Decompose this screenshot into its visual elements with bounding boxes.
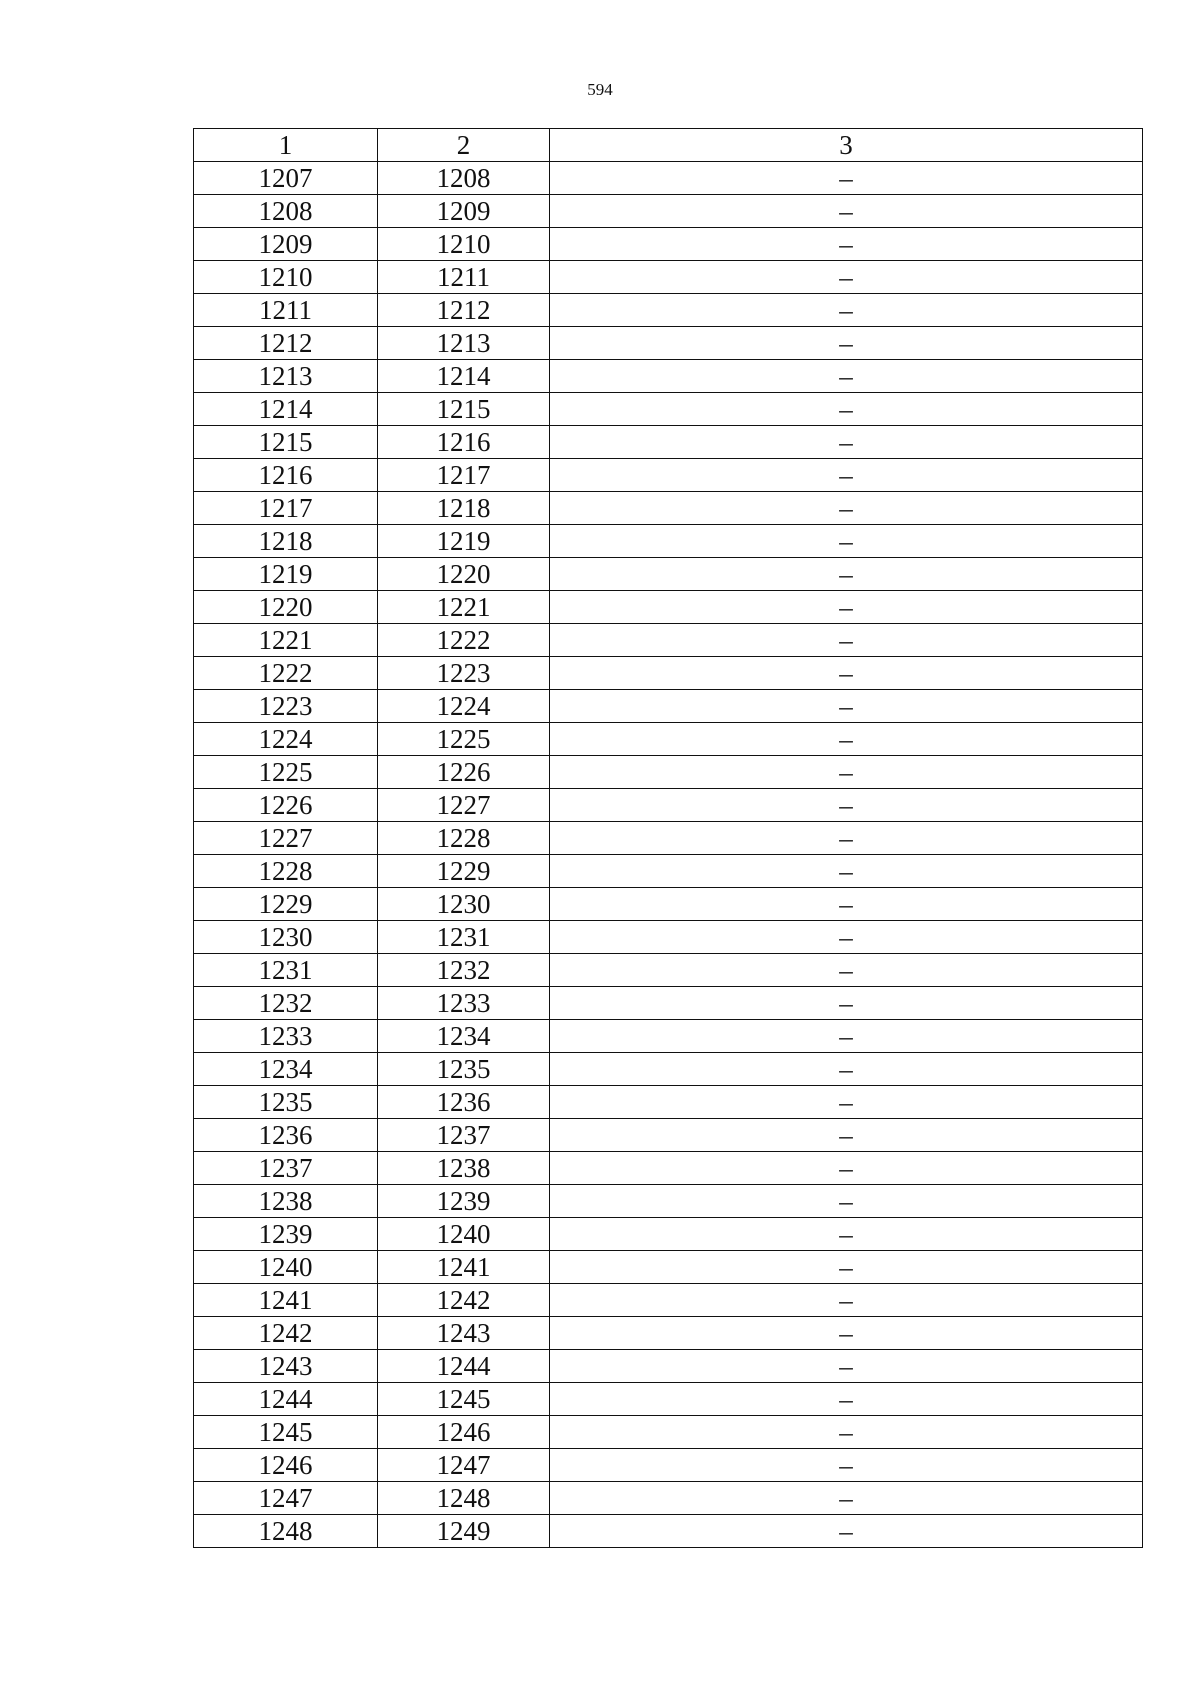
table-row	[194, 1350, 1143, 1383]
cell-col-3: –	[550, 1053, 1143, 1086]
cell-col-3: –	[550, 1482, 1143, 1515]
page-number: 594	[587, 80, 613, 99]
cell-col-2: 1223	[378, 657, 550, 690]
cell-col-2: 1212	[378, 294, 550, 327]
cell-col-3: –	[550, 195, 1143, 228]
cell-col-3: –	[550, 1317, 1143, 1350]
cell-col-3: –	[550, 1350, 1143, 1383]
cell-col-2: 1245	[378, 1383, 550, 1416]
table-row	[194, 657, 1143, 690]
cell-col-2: 1226	[378, 756, 550, 789]
table-row	[194, 789, 1143, 822]
column-header-1: 1	[194, 129, 378, 162]
column-header-2: 2	[378, 129, 550, 162]
cell-col-1: 1222	[194, 657, 378, 690]
cell-col-3: –	[550, 756, 1143, 789]
table-row	[194, 327, 1143, 360]
cell-col-3: –	[550, 558, 1143, 591]
cell-col-2: 1242	[378, 1284, 550, 1317]
cell-col-3: –	[550, 1251, 1143, 1284]
cell-col-3: –	[550, 1020, 1143, 1053]
cell-col-1: 1237	[194, 1152, 378, 1185]
table-row	[194, 1185, 1143, 1218]
cell-col-1: 1218	[194, 525, 378, 558]
cell-col-1: 1223	[194, 690, 378, 723]
cell-col-3: –	[550, 855, 1143, 888]
table-row	[194, 624, 1143, 657]
cell-col-2: 1213	[378, 327, 550, 360]
table-row	[194, 162, 1143, 195]
table-row	[194, 459, 1143, 492]
cell-col-2: 1249	[378, 1515, 550, 1548]
cell-col-3: –	[550, 1152, 1143, 1185]
table-row	[194, 1416, 1143, 1449]
cell-col-3: –	[550, 228, 1143, 261]
cell-col-1: 1239	[194, 1218, 378, 1251]
cell-col-3: –	[550, 1185, 1143, 1218]
table-header	[194, 129, 1143, 162]
cell-col-2: 1222	[378, 624, 550, 657]
cell-col-3: –	[550, 1416, 1143, 1449]
cell-col-1: 1231	[194, 954, 378, 987]
cell-col-1: 1208	[194, 195, 378, 228]
cell-col-2: 1219	[378, 525, 550, 558]
cell-col-3: –	[550, 393, 1143, 426]
cell-col-2: 1247	[378, 1449, 550, 1482]
cell-col-1: 1221	[194, 624, 378, 657]
cell-col-3: –	[550, 294, 1143, 327]
cell-col-3: –	[550, 1086, 1143, 1119]
cell-col-1: 1246	[194, 1449, 378, 1482]
cell-col-2: 1230	[378, 888, 550, 921]
cell-col-1: 1220	[194, 591, 378, 624]
table-row	[194, 1053, 1143, 1086]
cell-col-3: –	[550, 723, 1143, 756]
cell-col-1: 1217	[194, 492, 378, 525]
cell-col-1: 1241	[194, 1284, 378, 1317]
table-row	[194, 261, 1143, 294]
table-row	[194, 1317, 1143, 1350]
table-row	[194, 1482, 1143, 1515]
table-row	[194, 1218, 1143, 1251]
cell-col-2: 1211	[378, 261, 550, 294]
cell-col-1: 1216	[194, 459, 378, 492]
cell-col-3: –	[550, 1284, 1143, 1317]
cell-col-2: 1234	[378, 1020, 550, 1053]
cell-col-1: 1215	[194, 426, 378, 459]
cell-col-2: 1231	[378, 921, 550, 954]
cell-col-1: 1226	[194, 789, 378, 822]
cell-col-3: –	[550, 459, 1143, 492]
cell-col-1: 1234	[194, 1053, 378, 1086]
table-row	[194, 1383, 1143, 1416]
cell-col-3: –	[550, 261, 1143, 294]
cell-col-3: –	[550, 921, 1143, 954]
cell-col-1: 1210	[194, 261, 378, 294]
cell-col-2: 1227	[378, 789, 550, 822]
cell-col-3: –	[550, 657, 1143, 690]
cell-col-1: 1248	[194, 1515, 378, 1548]
cell-col-3: –	[550, 591, 1143, 624]
cell-col-2: 1232	[378, 954, 550, 987]
cell-col-2: 1225	[378, 723, 550, 756]
cell-col-1: 1213	[194, 360, 378, 393]
cell-col-3: –	[550, 327, 1143, 360]
table-row	[194, 822, 1143, 855]
cell-col-2: 1229	[378, 855, 550, 888]
table-row	[194, 954, 1143, 987]
cell-col-2: 1220	[378, 558, 550, 591]
cell-col-1: 1228	[194, 855, 378, 888]
table-row	[194, 855, 1143, 888]
table-row	[194, 690, 1143, 723]
cell-col-2: 1235	[378, 1053, 550, 1086]
table-row	[194, 195, 1143, 228]
table-row	[194, 1152, 1143, 1185]
table-row	[194, 228, 1143, 261]
cell-col-1: 1219	[194, 558, 378, 591]
cell-col-3: –	[550, 525, 1143, 558]
cell-col-2: 1241	[378, 1251, 550, 1284]
cell-col-2: 1216	[378, 426, 550, 459]
table-row	[194, 888, 1143, 921]
cell-col-1: 1207	[194, 162, 378, 195]
cell-col-1: 1240	[194, 1251, 378, 1284]
cell-col-1: 1209	[194, 228, 378, 261]
table-row	[194, 360, 1143, 393]
cell-col-2: 1209	[378, 195, 550, 228]
cell-col-3: –	[550, 987, 1143, 1020]
table-row	[194, 525, 1143, 558]
cell-col-3: –	[550, 690, 1143, 723]
cell-col-3: –	[550, 1515, 1143, 1548]
cell-col-3: –	[550, 954, 1143, 987]
table-row	[194, 294, 1143, 327]
cell-col-2: 1210	[378, 228, 550, 261]
cell-col-2: 1248	[378, 1482, 550, 1515]
cell-col-2: 1224	[378, 690, 550, 723]
table-body	[194, 162, 1143, 1548]
cell-col-3: –	[550, 1218, 1143, 1251]
cell-col-2: 1239	[378, 1185, 550, 1218]
cell-col-2: 1240	[378, 1218, 550, 1251]
cell-col-3: –	[550, 1383, 1143, 1416]
table-row	[194, 558, 1143, 591]
cell-col-1: 1236	[194, 1119, 378, 1152]
cell-col-1: 1233	[194, 1020, 378, 1053]
data-table	[193, 128, 1143, 1548]
cell-col-2: 1218	[378, 492, 550, 525]
cell-col-1: 1230	[194, 921, 378, 954]
cell-col-1: 1227	[194, 822, 378, 855]
table-row	[194, 492, 1143, 525]
table-row	[194, 1449, 1143, 1482]
cell-col-1: 1224	[194, 723, 378, 756]
cell-col-1: 1229	[194, 888, 378, 921]
table-row	[194, 1020, 1143, 1053]
cell-col-2: 1237	[378, 1119, 550, 1152]
table-row	[194, 723, 1143, 756]
cell-col-2: 1246	[378, 1416, 550, 1449]
table-row	[194, 1515, 1143, 1548]
cell-col-3: –	[550, 360, 1143, 393]
table-row	[194, 591, 1143, 624]
table-row	[194, 1086, 1143, 1119]
cell-col-2: 1221	[378, 591, 550, 624]
cell-col-3: –	[550, 624, 1143, 657]
cell-col-1: 1225	[194, 756, 378, 789]
cell-col-1: 1232	[194, 987, 378, 1020]
header-row	[194, 129, 1143, 162]
cell-col-2: 1233	[378, 987, 550, 1020]
cell-col-3: –	[550, 426, 1143, 459]
cell-col-1: 1211	[194, 294, 378, 327]
cell-col-1: 1244	[194, 1383, 378, 1416]
table-row	[194, 1284, 1143, 1317]
cell-col-2: 1214	[378, 360, 550, 393]
cell-col-2: 1208	[378, 162, 550, 195]
cell-col-1: 1245	[194, 1416, 378, 1449]
table-row	[194, 1119, 1143, 1152]
cell-col-2: 1228	[378, 822, 550, 855]
table-row	[194, 921, 1143, 954]
cell-col-2: 1215	[378, 393, 550, 426]
cell-col-2: 1243	[378, 1317, 550, 1350]
cell-col-3: –	[550, 162, 1143, 195]
cell-col-1: 1214	[194, 393, 378, 426]
cell-col-1: 1212	[194, 327, 378, 360]
cell-col-2: 1238	[378, 1152, 550, 1185]
cell-col-2: 1236	[378, 1086, 550, 1119]
cell-col-1: 1243	[194, 1350, 378, 1383]
cell-col-1: 1247	[194, 1482, 378, 1515]
cell-col-2: 1217	[378, 459, 550, 492]
table-row	[194, 426, 1143, 459]
cell-col-3: –	[550, 888, 1143, 921]
table-row	[194, 987, 1143, 1020]
cell-col-3: –	[550, 1119, 1143, 1152]
cell-col-3: –	[550, 789, 1143, 822]
table-row	[194, 1251, 1143, 1284]
cell-col-3: –	[550, 1449, 1143, 1482]
column-header-3: 3	[550, 129, 1143, 162]
cell-col-1: 1242	[194, 1317, 378, 1350]
cell-col-3: –	[550, 492, 1143, 525]
table-row	[194, 756, 1143, 789]
cell-col-3: –	[550, 822, 1143, 855]
cell-col-1: 1235	[194, 1086, 378, 1119]
cell-col-2: 1244	[378, 1350, 550, 1383]
table-row	[194, 393, 1143, 426]
cell-col-1: 1238	[194, 1185, 378, 1218]
